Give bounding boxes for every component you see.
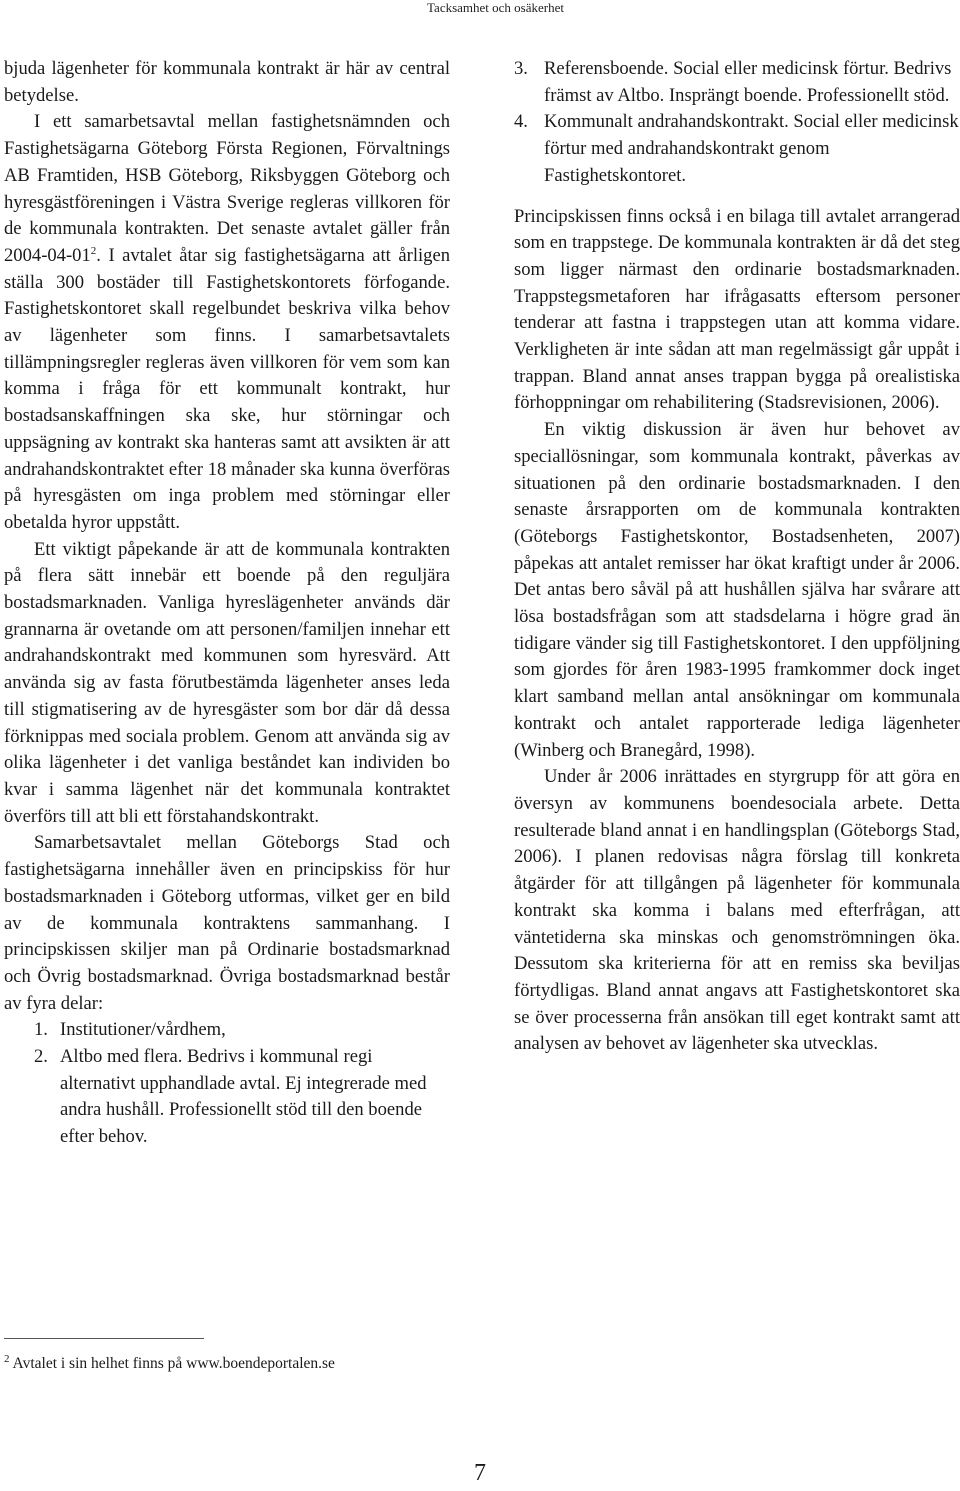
list-item	[514, 56, 960, 109]
list-number: 1.	[34, 1019, 48, 1041]
paragraph: bjuda lägenheter för kommunala kontrakt är här av central betydelse.	[4, 58, 450, 106]
paragraph	[4, 109, 450, 536]
list-text: Altbo med flera. Bedrivs i kommunal regi alternativt upphandlade avtal. Ej integrerade med andra hushåll. Professionellt stöd till den boende efter behov.	[60, 1046, 427, 1148]
footnote	[4, 1352, 335, 1373]
paragraph: Ett viktigt påpekande är att de kommunala kontrakten på flera sätt innebär ett boende på den reguljära bostadsmarknaden. Vanliga hyreslägenheter används där grannarna är ovetande om att personen/familjen innehar ett andrahandskontrakt med kommunen som hyresvärd. Att använda sig av fasta förutbestämda lägenheter anses leda till stigmatisering av de hyresgäster som bor där då dessa förknippas med sociala problem. Genom att använda sig av olika lägenheter i det vanliga beståndet kan individen bo kvar i samma lägenhet när det kommunala kontraktet överförs till att bli ett förstahandskontrakt.	[4, 538, 450, 827]
paragraph: Under år 2006 inrättades en styrgrupp för att göra en översyn av kommunens boendesociala arbete. Detta resulterade bland annat i en handlingsplan (Göteborgs Stad, 2006). I planen redovisas några förslag till konkreta åtgärder för att tillgången på lägenheter för kommunala kontrakt ska komma i balans med efterfrågan, att väntetiderna ska minskas och genomströmningen öka. Dessutom ska kriterierna för att en remiss ska beviljas förtydligas. Bland annat angavs att Fastighetskontoret ska se över processerna från ansökan till eget kontrakt samt att analysen av behovet av lägenheter ska utvecklas.	[514, 766, 960, 1055]
paragraph-text: I ett samarbetsavtal mellan fastighetsnämnden och Fastighetsägarna Göteborg Första Regionen, Förvaltnings AB Framtiden, HSB Göteborg, Riksbyggen Göteborg och hyresgästföreningen i Västra Sverige regleras villkoren för de kommunala kontrakten. Det senaste avtalet gäller från 2004-04-01	[4, 111, 450, 266]
page-number: 7	[474, 1460, 486, 1486]
numbered-list	[4, 1017, 450, 1151]
paragraph: Samarbetsavtalet mellan Göteborgs Stad och fastighetsägarna innehåller även en principskiss för hur bostadsmarknaden i Göteborg utformas, vilket ger en bild av de kommunala kontraktens sammanhang. I principskissen skiljer man på Ordinarie bostadsmarknad och Övrig bostadsmarknad. Övriga bostadsmarknad består av fyra delar:	[4, 832, 450, 1014]
footnote-text: Avtalet i sin helhet finns på www.boendeportalen.se	[12, 1355, 335, 1372]
list-item	[514, 109, 960, 189]
list-item	[4, 1017, 450, 1044]
footnote-divider	[4, 1338, 204, 1339]
numbered-list	[514, 56, 960, 190]
paragraph: En viktig diskussion är även hur behovet av speciallösningar, som kommunala kontrakt, påverkas av situationen på den ordinarie bostadsmarknaden. I den senaste årsrapporten om de kommunala kontrakten (Göteborgs Fastighetskontor, Bostadsenheten, 2007) påpekas att antalet remisser har ökat kraftigt under år 2006. Det antas bero såväl på att hushållen själva har svårare att lösa bostadsfrågan som att stadsdelarna i högre grad än tidigare vänder sig till Fastighetskontoret. I den uppföljning som gjordes för åren 1983-1995 framkommer dock inget klart samband mellan antal ansökningar om kommunala kontrakt och antalet rapporterade lediga lägenheter (Winberg och Branegård, 1998).	[514, 419, 960, 761]
list-number: 2.	[34, 1046, 48, 1068]
footnote-marker: 2	[4, 1352, 10, 1365]
left-column	[4, 56, 450, 1151]
paragraph: Principskissen finns också i en bilaga till avtalet arrangerad som en trappstege. De kommunala kontrakten är då det steg som ligger närmast den ordinarie bostadsmarknaden. Trappstegsmetaforen har ifrågasatts eftersom personer tenderar att fastna i trappstegen utan att komma vidare. Verkligheten är inte sådan att man regelmässigt går uppåt i trappan. Bland annat anses trappan bygga på orealistiska förhoppningar om rehabilitering (Stadsrevisionen, 2006).	[514, 205, 960, 414]
list-item	[4, 1044, 450, 1151]
footnote-reference[interactable]: 2	[90, 244, 97, 257]
list-number: 3.	[514, 58, 528, 79]
list-text: Referensboende. Social eller medicinsk förtur. Bedrivs främst av Altbo. Insprängt boende. Professionellt stöd.	[544, 58, 952, 106]
list-text: Institutioner/vårdhem,	[60, 1019, 226, 1041]
running-header: Tacksamhet och osäkerhet	[427, 0, 564, 15]
list-text: Kommunalt andrahandskontrakt. Social eller medicinsk förtur med andrahandskontrakt genom Fastighetskontoret.	[544, 111, 959, 186]
paragraph-text: . I avtalet åtar sig fastighetsägarna att årligen ställa 300 bostäder till Fastighetskontorets förfogande. Fastighetskontoret skall regelbundet beskriva vilka behov av lägenheter som finns. I samarbetsavtalets tillämpningsregler regleras även villkoren för vem som kan komma i fråga för ett kommunalt kontrakt, hur bostadsanskaffningen ska ske, hur störningar och uppsägning av kontrakt ska hanteras samt att avsikten är att andrahandskontraktet efter 18 månader ska kunna överföras på hyresgästen om inga problem med störningar eller obetalda hyror uppstått.	[4, 244, 450, 533]
right-column	[514, 56, 960, 1058]
list-number: 4.	[514, 111, 528, 133]
